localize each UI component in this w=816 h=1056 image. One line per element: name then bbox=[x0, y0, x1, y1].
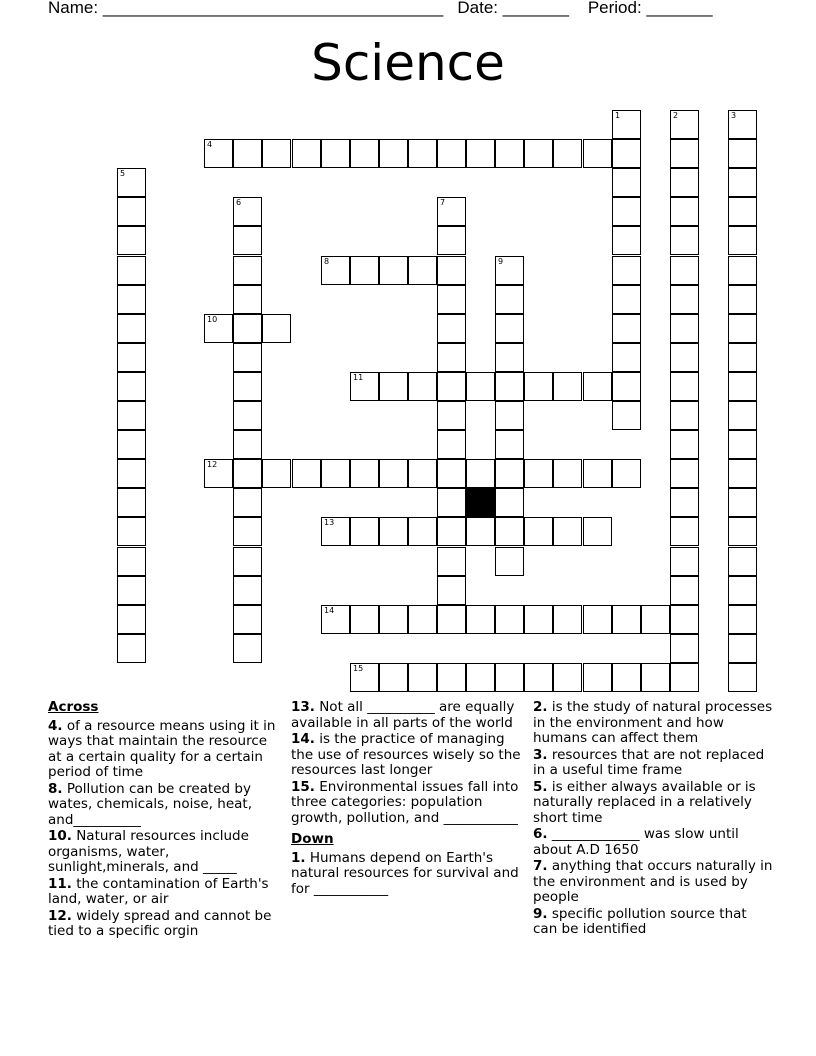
crossword-cell[interactable] bbox=[437, 663, 466, 692]
clue-number: 5. bbox=[533, 778, 548, 795]
crossword-cell[interactable] bbox=[612, 459, 641, 488]
crossword-cell[interactable] bbox=[670, 576, 699, 605]
crossword-cell[interactable] bbox=[728, 459, 757, 488]
clue-text: is the practice of managing the use of resources wisely so the resources last longer bbox=[291, 731, 521, 778]
clue-number-label: 1 bbox=[615, 111, 621, 120]
crossword-cell[interactable] bbox=[466, 139, 495, 168]
crossword-cell[interactable] bbox=[495, 430, 524, 459]
crossword-cell[interactable] bbox=[350, 139, 379, 168]
period-blank[interactable]: _______ bbox=[646, 0, 713, 17]
clue-text: of a resource means using it in ways that maintain the resource at a certain quality for a certain period of time bbox=[48, 717, 276, 780]
clue-number: 8. bbox=[48, 780, 63, 797]
crossword-cell[interactable] bbox=[117, 256, 146, 285]
crossword-cell[interactable] bbox=[495, 372, 524, 401]
clue-number-label: 9 bbox=[498, 257, 504, 266]
crossword-cell[interactable] bbox=[466, 605, 495, 634]
crossword-cell[interactable] bbox=[350, 459, 379, 488]
crossword-cell[interactable] bbox=[437, 576, 466, 605]
crossword-cell[interactable] bbox=[350, 256, 379, 285]
name-blank[interactable]: ____________________________________ bbox=[102, 0, 444, 17]
down-clue bbox=[533, 859, 773, 906]
crossword-cell[interactable] bbox=[292, 459, 321, 488]
crossword-cell[interactable] bbox=[524, 372, 553, 401]
crossword-cell[interactable] bbox=[641, 605, 670, 634]
clue-number: 12. bbox=[48, 907, 72, 924]
crossword-cell[interactable] bbox=[466, 459, 495, 488]
crossword-cell[interactable] bbox=[670, 459, 699, 488]
crossword-cell[interactable] bbox=[117, 401, 146, 430]
clue-number: 3. bbox=[533, 746, 548, 763]
crossword-cell[interactable] bbox=[233, 576, 262, 605]
clue-text: the contamination of Earth's land, water, or air bbox=[48, 875, 269, 907]
crossword-cell[interactable] bbox=[233, 488, 262, 517]
date-blank[interactable]: _______ bbox=[502, 0, 569, 17]
crossword-cell[interactable] bbox=[437, 459, 466, 488]
crossword-cell[interactable] bbox=[670, 110, 699, 139]
crossword-cell[interactable] bbox=[495, 256, 524, 285]
crossword-cell[interactable] bbox=[728, 314, 757, 343]
clue-text: resources that are not replaced in a useful time frame bbox=[533, 746, 765, 778]
crossword-cell[interactable] bbox=[670, 168, 699, 197]
clue-number-label: 4 bbox=[207, 140, 213, 149]
crossword-cell[interactable] bbox=[670, 285, 699, 314]
down-clue bbox=[291, 851, 527, 898]
crossword-cell[interactable] bbox=[117, 372, 146, 401]
crossword-cell[interactable] bbox=[233, 547, 262, 576]
crossword-cell[interactable] bbox=[350, 517, 379, 546]
crossword-cell[interactable] bbox=[583, 139, 612, 168]
crossword-cell[interactable] bbox=[612, 139, 641, 168]
crossword-cell[interactable] bbox=[117, 226, 146, 255]
crossword-cell[interactable] bbox=[437, 197, 466, 226]
crossword-cell[interactable] bbox=[670, 605, 699, 634]
crossword-cell[interactable] bbox=[379, 663, 408, 692]
crossword-cell[interactable] bbox=[612, 256, 641, 285]
crossword-cell[interactable] bbox=[612, 110, 641, 139]
clue-number-label: 7 bbox=[440, 198, 446, 207]
crossword-cell[interactable] bbox=[437, 343, 466, 372]
clue-number-label: 6 bbox=[236, 198, 242, 207]
crossword-cell[interactable] bbox=[233, 285, 262, 314]
clue-number-label: 10 bbox=[207, 315, 218, 324]
crossword-cell[interactable] bbox=[728, 547, 757, 576]
page-title: Science bbox=[311, 34, 505, 92]
crossword-cell[interactable] bbox=[204, 459, 233, 488]
crossword-cell[interactable] bbox=[583, 517, 612, 546]
crossword-cell[interactable] bbox=[553, 372, 582, 401]
clue-number: 2. bbox=[533, 699, 548, 715]
crossword-cell[interactable] bbox=[262, 139, 291, 168]
crossword-cell[interactable] bbox=[379, 517, 408, 546]
crossword-cell[interactable] bbox=[612, 197, 641, 226]
crossword-cell[interactable] bbox=[495, 663, 524, 692]
crossword-cell[interactable] bbox=[728, 430, 757, 459]
crossword-cell[interactable] bbox=[670, 372, 699, 401]
crossword-cell[interactable] bbox=[495, 459, 524, 488]
crossword-cell[interactable] bbox=[553, 663, 582, 692]
crossword-cell[interactable] bbox=[495, 401, 524, 430]
crossword-cell[interactable] bbox=[233, 517, 262, 546]
crossword-cell[interactable] bbox=[495, 488, 524, 517]
crossword-cell[interactable] bbox=[728, 197, 757, 226]
crossword-cell[interactable] bbox=[728, 256, 757, 285]
crossword-cell[interactable] bbox=[408, 663, 437, 692]
crossword-cell[interactable] bbox=[728, 168, 757, 197]
crossword-cell[interactable] bbox=[612, 605, 641, 634]
crossword-cell[interactable] bbox=[524, 459, 553, 488]
crossword-cell[interactable] bbox=[553, 459, 582, 488]
crossword-cell[interactable] bbox=[233, 459, 262, 488]
crossword-cell[interactable] bbox=[670, 430, 699, 459]
clue-number-label: 13 bbox=[324, 518, 335, 527]
crossword-cell[interactable] bbox=[408, 256, 437, 285]
crossword-cell[interactable] bbox=[437, 226, 466, 255]
crossword-cell[interactable] bbox=[321, 139, 350, 168]
crossword-cell[interactable] bbox=[233, 343, 262, 372]
name-label: Name: bbox=[48, 0, 99, 17]
crossword-cell[interactable] bbox=[321, 517, 350, 546]
crossword-cell[interactable] bbox=[233, 314, 262, 343]
crossword-cell[interactable] bbox=[437, 139, 466, 168]
crossword-cell[interactable] bbox=[524, 605, 553, 634]
crossword-cell[interactable] bbox=[350, 663, 379, 692]
clue-number: 6. bbox=[533, 826, 548, 842]
clues-column-2 bbox=[291, 700, 527, 898]
crossword-cell[interactable] bbox=[379, 605, 408, 634]
crossword-cell[interactable] bbox=[379, 459, 408, 488]
crossword-cell[interactable] bbox=[670, 663, 699, 692]
crossword-cell[interactable] bbox=[524, 517, 553, 546]
crossword-cell[interactable] bbox=[728, 343, 757, 372]
clue-number-label: 2 bbox=[673, 111, 679, 120]
crossword-cell[interactable] bbox=[728, 285, 757, 314]
clue-text: Humans depend on Earth's natural resources for survival and for ___________ bbox=[291, 849, 519, 897]
crossword-cell[interactable] bbox=[321, 605, 350, 634]
black-square bbox=[466, 488, 495, 517]
crossword-cell[interactable] bbox=[612, 168, 641, 197]
crossword-cell[interactable] bbox=[670, 343, 699, 372]
down-clue bbox=[533, 780, 773, 827]
crossword-cell[interactable] bbox=[495, 314, 524, 343]
crossword-cell[interactable] bbox=[466, 517, 495, 546]
crossword-cell[interactable] bbox=[233, 372, 262, 401]
across-clue bbox=[291, 700, 527, 731]
clues-column-1 bbox=[48, 700, 278, 941]
clue-number: 7. bbox=[533, 858, 548, 874]
period-label: Period: bbox=[587, 0, 642, 17]
crossword-cell[interactable] bbox=[670, 547, 699, 576]
crossword-cell[interactable] bbox=[583, 372, 612, 401]
down-clue bbox=[533, 700, 773, 747]
crossword-cell[interactable] bbox=[728, 605, 757, 634]
crossword-cell[interactable] bbox=[670, 197, 699, 226]
crossword-cell[interactable] bbox=[612, 663, 641, 692]
across-clue bbox=[48, 719, 278, 781]
crossword-cell[interactable] bbox=[233, 256, 262, 285]
crossword-cell[interactable] bbox=[117, 197, 146, 226]
crossword-cell[interactable] bbox=[379, 372, 408, 401]
crossword-cell[interactable] bbox=[495, 285, 524, 314]
crossword-cell[interactable] bbox=[292, 139, 321, 168]
clue-number: 4. bbox=[48, 717, 63, 734]
clue-number: 1. bbox=[291, 849, 306, 866]
clue-number-label: 12 bbox=[207, 460, 218, 469]
crossword-cell[interactable] bbox=[670, 488, 699, 517]
clue-text: Not all __________ are equally available in all parts of the world bbox=[291, 699, 515, 731]
across-clue bbox=[291, 780, 527, 827]
crossword-cell[interactable] bbox=[117, 343, 146, 372]
clue-text: _____________ was slow until about A.D 1650 bbox=[533, 826, 739, 858]
clue-number: 15. bbox=[291, 778, 315, 795]
across-clue bbox=[48, 909, 278, 940]
crossword-cell[interactable] bbox=[437, 314, 466, 343]
crossword-cell[interactable] bbox=[117, 605, 146, 634]
clues-column-3 bbox=[533, 700, 773, 939]
crossword-cell[interactable] bbox=[117, 634, 146, 663]
across-heading: Across bbox=[48, 699, 99, 715]
clue-text: Pollution can be created by wates, chemicals, noise, heat, and__________ bbox=[48, 780, 252, 828]
crossword-cell[interactable] bbox=[233, 197, 262, 226]
crossword-cell[interactable] bbox=[233, 605, 262, 634]
clue-number-label: 14 bbox=[324, 606, 335, 615]
crossword-cell[interactable] bbox=[233, 430, 262, 459]
crossword-cell[interactable] bbox=[612, 401, 641, 430]
crossword-cell[interactable] bbox=[437, 256, 466, 285]
crossword-cell[interactable] bbox=[728, 139, 757, 168]
crossword-cell[interactable] bbox=[524, 139, 553, 168]
down-clue bbox=[533, 827, 773, 858]
crossword-cell[interactable] bbox=[437, 517, 466, 546]
crossword-cell[interactable] bbox=[321, 459, 350, 488]
crossword-cell[interactable] bbox=[408, 139, 437, 168]
clue-text: widely spread and cannot be tied to a specific orgin bbox=[48, 907, 272, 939]
clue-text: is the study of natural processes in the environment and how humans can affect them bbox=[533, 699, 773, 746]
crossword-cell[interactable] bbox=[117, 547, 146, 576]
crossword-cell[interactable] bbox=[728, 488, 757, 517]
clue-number-label: 15 bbox=[353, 664, 364, 673]
clue-number-label: 3 bbox=[731, 111, 737, 120]
crossword-cell[interactable] bbox=[321, 256, 350, 285]
down-clue bbox=[533, 907, 773, 938]
down-clue bbox=[533, 748, 773, 779]
crossword-cell[interactable] bbox=[728, 110, 757, 139]
crossword-cell[interactable] bbox=[612, 372, 641, 401]
crossword-cell[interactable] bbox=[117, 285, 146, 314]
crossword-cell[interactable] bbox=[379, 139, 408, 168]
crossword-cell[interactable] bbox=[728, 517, 757, 546]
crossword-cell[interactable] bbox=[553, 605, 582, 634]
crossword-cell[interactable] bbox=[117, 576, 146, 605]
clue-text: Environmental issues fall into three categories: population growth, pollution, and ___________ bbox=[291, 778, 519, 826]
crossword-cell[interactable] bbox=[612, 314, 641, 343]
crossword-cell[interactable] bbox=[350, 605, 379, 634]
clue-number-label: 5 bbox=[120, 169, 126, 178]
crossword-cell[interactable] bbox=[437, 605, 466, 634]
clue-number: 13. bbox=[291, 699, 315, 715]
crossword-cell[interactable] bbox=[117, 517, 146, 546]
crossword-cell[interactable] bbox=[583, 663, 612, 692]
crossword-cell[interactable] bbox=[728, 576, 757, 605]
crossword-cell[interactable] bbox=[670, 256, 699, 285]
across-clue bbox=[48, 782, 278, 829]
crossword-cell[interactable] bbox=[233, 401, 262, 430]
crossword-cell[interactable] bbox=[612, 226, 641, 255]
clue-text: specific pollution source that can be identified bbox=[533, 905, 747, 937]
crossword-cell[interactable] bbox=[670, 517, 699, 546]
crossword-cell[interactable] bbox=[728, 372, 757, 401]
crossword-cell[interactable] bbox=[495, 547, 524, 576]
date-label: Date: bbox=[457, 0, 498, 17]
clue-text: is either always available or is naturally replaced in a relatively short time bbox=[533, 778, 756, 826]
crossword-cell[interactable] bbox=[117, 314, 146, 343]
crossword-cell[interactable] bbox=[262, 314, 291, 343]
crossword-cell[interactable] bbox=[408, 605, 437, 634]
clue-text: Natural resources include organisms, water, sunlight,minerals, and _____ bbox=[48, 828, 249, 875]
crossword-cell[interactable] bbox=[495, 139, 524, 168]
crossword-cell[interactable] bbox=[117, 168, 146, 197]
crossword-cell[interactable] bbox=[670, 401, 699, 430]
crossword-cell[interactable] bbox=[466, 663, 495, 692]
crossword-cell[interactable] bbox=[437, 372, 466, 401]
crossword-cell[interactable] bbox=[408, 372, 437, 401]
crossword-cell[interactable] bbox=[233, 139, 262, 168]
crossword-cell[interactable] bbox=[204, 314, 233, 343]
crossword-cell[interactable] bbox=[262, 459, 291, 488]
crossword-cell[interactable] bbox=[437, 547, 466, 576]
crossword-cell[interactable] bbox=[495, 605, 524, 634]
clue-number: 14. bbox=[291, 731, 315, 747]
crossword-cell[interactable] bbox=[670, 314, 699, 343]
crossword-cell[interactable] bbox=[204, 139, 233, 168]
crossword-cell[interactable] bbox=[233, 226, 262, 255]
crossword-cell[interactable] bbox=[437, 401, 466, 430]
crossword-cell[interactable] bbox=[670, 634, 699, 663]
across-clue bbox=[291, 732, 527, 779]
crossword-cell[interactable] bbox=[728, 401, 757, 430]
crossword-cell[interactable] bbox=[437, 285, 466, 314]
crossword-cell[interactable] bbox=[117, 488, 146, 517]
crossword-cell[interactable] bbox=[553, 517, 582, 546]
clue-text: anything that occurs naturally in the environment and is used by people bbox=[533, 858, 773, 905]
crossword-cell[interactable] bbox=[612, 343, 641, 372]
crossword-cell[interactable] bbox=[379, 256, 408, 285]
clue-number: 9. bbox=[533, 905, 548, 922]
crossword-cell[interactable] bbox=[728, 226, 757, 255]
crossword-cell[interactable] bbox=[641, 663, 670, 692]
clue-number-label: 8 bbox=[324, 257, 330, 266]
crossword-cell[interactable] bbox=[117, 459, 146, 488]
crossword-cell[interactable] bbox=[728, 663, 757, 692]
crossword-cell[interactable] bbox=[233, 634, 262, 663]
across-clue bbox=[48, 877, 278, 908]
crossword-cell[interactable] bbox=[524, 663, 553, 692]
crossword-cell[interactable] bbox=[670, 226, 699, 255]
clue-number: 10. bbox=[48, 828, 72, 844]
crossword-cell[interactable] bbox=[117, 430, 146, 459]
crossword-cell[interactable] bbox=[583, 605, 612, 634]
crossword-cell[interactable] bbox=[350, 372, 379, 401]
down-heading: Down bbox=[291, 831, 334, 847]
clue-number: 11. bbox=[48, 875, 72, 892]
across-clue bbox=[48, 829, 278, 876]
clue-number-label: 11 bbox=[353, 373, 364, 382]
crossword-cell[interactable] bbox=[728, 634, 757, 663]
crossword-cell[interactable] bbox=[583, 459, 612, 488]
crossword-cell[interactable] bbox=[466, 372, 495, 401]
crossword-cell[interactable] bbox=[495, 517, 524, 546]
crossword-cell[interactable] bbox=[437, 430, 466, 459]
crossword-cell[interactable] bbox=[670, 139, 699, 168]
crossword-cell[interactable] bbox=[408, 459, 437, 488]
crossword-cell[interactable] bbox=[553, 139, 582, 168]
crossword-cell[interactable] bbox=[612, 285, 641, 314]
crossword-cell[interactable] bbox=[408, 517, 437, 546]
crossword-cell[interactable] bbox=[437, 488, 466, 517]
crossword-cell[interactable] bbox=[495, 343, 524, 372]
